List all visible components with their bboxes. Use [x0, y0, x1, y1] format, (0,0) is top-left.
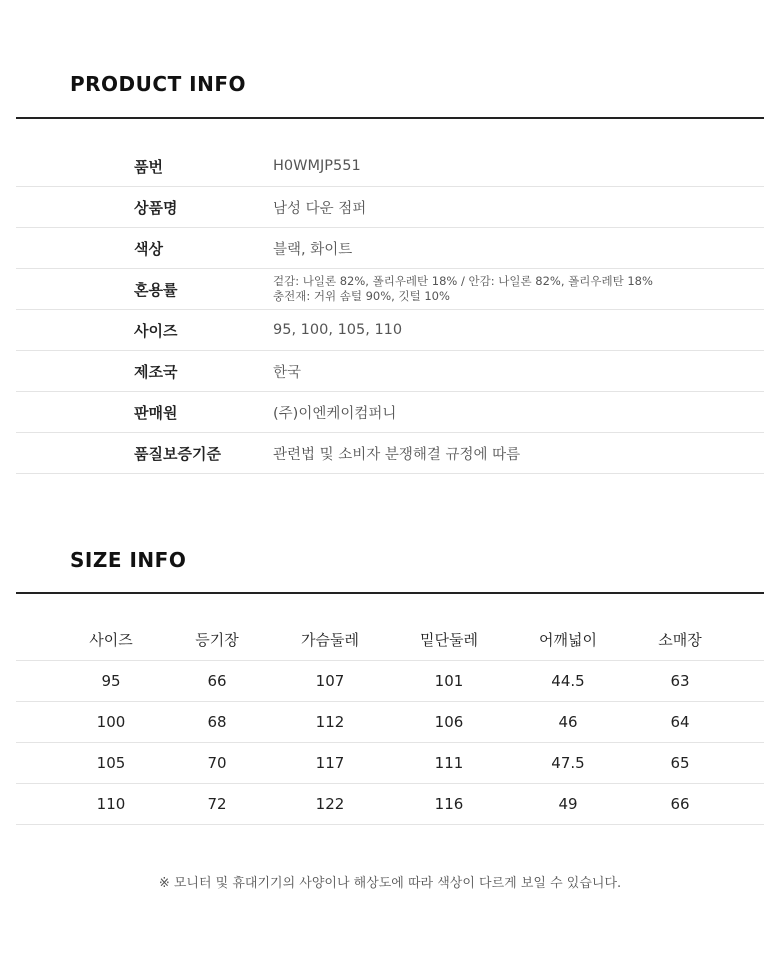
table-row — [16, 702, 764, 743]
size-header-cell: 가슴둘레 — [301, 631, 359, 649]
size-cell: 66 — [670, 795, 690, 813]
product-info-divider — [16, 117, 764, 119]
size-cell: 95 — [101, 672, 121, 690]
material-line: 겉감: 나일론 82%, 폴리우레탄 18% / 안감: 나일론 82%, 폴리우레탄 18% — [273, 274, 653, 288]
size-cell: 106 — [434, 713, 464, 731]
size-cell: 122 — [315, 795, 345, 813]
info-value — [273, 274, 653, 304]
table-row — [16, 743, 764, 784]
info-row-product-name — [16, 187, 764, 228]
size-header-cell: 어깨넓이 — [539, 631, 597, 649]
info-value: (주)이엔케이컴퍼니 — [273, 405, 397, 422]
display-notice: ※ 모니터 및 휴대기기의 사양이나 해상도에 따라 색상이 다르게 보일 수 있습니다. — [158, 876, 622, 891]
info-label: 상품명 — [134, 198, 178, 217]
size-cell: 65 — [670, 754, 690, 772]
size-info-divider — [16, 592, 764, 594]
size-cell: 105 — [96, 754, 126, 772]
size-header-cell: 등기장 — [195, 631, 239, 649]
info-value: 블랙, 화이트 — [273, 241, 353, 258]
info-label: 판매원 — [134, 403, 178, 422]
size-info-title: SIZE INFO — [70, 548, 187, 572]
size-cell: 111 — [434, 754, 464, 772]
product-info-title: PRODUCT INFO — [70, 72, 247, 96]
info-label: 색상 — [134, 239, 163, 258]
size-cell: 72 — [207, 795, 227, 813]
info-value: H0WMJP551 — [273, 158, 361, 174]
size-cell: 116 — [434, 795, 464, 813]
product-info-table — [16, 146, 764, 474]
info-row-seller — [16, 392, 764, 433]
info-row-color — [16, 228, 764, 269]
info-row-item-number — [16, 146, 764, 187]
size-cell: 47.5 — [551, 754, 585, 772]
info-label: 사이즈 — [134, 321, 178, 340]
info-label: 혼용률 — [134, 280, 178, 299]
size-cell: 44.5 — [551, 672, 585, 690]
size-cell: 64 — [670, 713, 690, 731]
size-cell: 117 — [315, 754, 345, 772]
material-line: 충전재: 거위 솜털 90%, 깃털 10% — [273, 289, 450, 303]
info-value: 관련법 및 소비자 분쟁해결 규정에 따름 — [273, 446, 521, 463]
info-label: 제조국 — [134, 362, 178, 381]
info-row-material — [16, 269, 764, 310]
size-cell: 112 — [315, 713, 345, 731]
info-value: 한국 — [273, 364, 302, 381]
info-row-country — [16, 351, 764, 392]
info-row-size — [16, 310, 764, 351]
size-cell: 66 — [207, 672, 227, 690]
info-value: 남성 다운 점퍼 — [273, 200, 367, 217]
size-table-header — [16, 620, 764, 661]
size-table — [16, 620, 764, 825]
size-header-cell: 소매장 — [658, 631, 702, 649]
size-cell: 107 — [315, 672, 345, 690]
size-cell: 63 — [670, 672, 690, 690]
info-row-warranty — [16, 433, 764, 474]
size-cell: 101 — [434, 672, 464, 690]
table-row — [16, 784, 764, 825]
size-cell: 70 — [207, 754, 227, 772]
info-label: 품질보증기준 — [134, 444, 221, 463]
table-row — [16, 661, 764, 702]
size-cell: 46 — [558, 713, 578, 731]
size-cell: 100 — [96, 713, 126, 731]
info-value: 95, 100, 105, 110 — [273, 322, 403, 338]
size-cell: 110 — [96, 795, 126, 813]
size-header-cell: 사이즈 — [89, 631, 133, 649]
size-header-cell: 밑단둘레 — [420, 631, 478, 649]
size-cell: 68 — [207, 713, 227, 731]
info-label: 품번 — [134, 157, 163, 176]
size-cell: 49 — [558, 795, 578, 813]
